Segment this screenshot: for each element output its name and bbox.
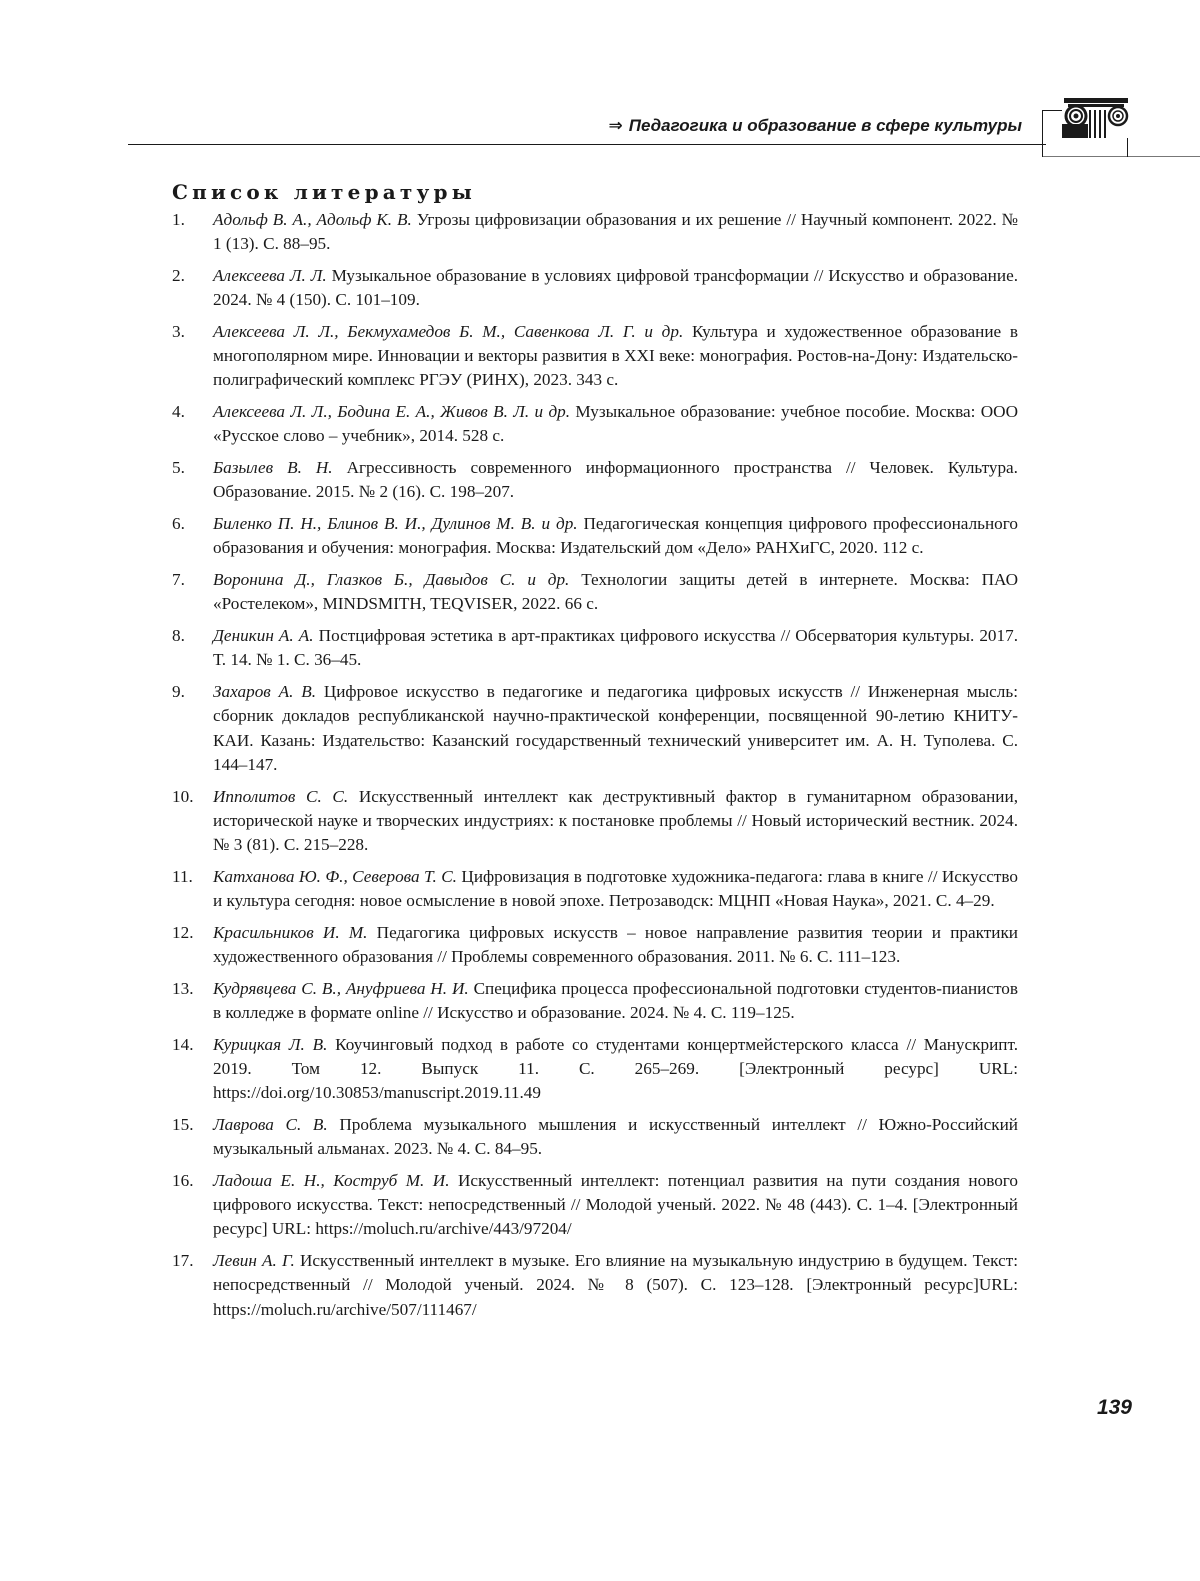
- reference-authors: Ладоша Е. Н., Коструб М. И.: [213, 1171, 450, 1191]
- reference-text: Специфика процесса профессиональной подготовки студентов-пианистов в колледже в формате online // Искусство и образование. 2024. № 4. С. 119–125.: [213, 978, 1018, 1023]
- reference-number: 13.: [172, 978, 194, 998]
- reference-item: [172, 320, 1018, 393]
- running-header: [609, 116, 1022, 136]
- reference-number: 2.: [172, 266, 185, 285]
- ionic-capital-icon: [1062, 94, 1132, 138]
- reference-text: Цифровое искусство в педагогике и педагогика цифровых искусств // Инженерная мысль: сборник докладов республиканской научно-практической конференции, посвященной 90-летию КНИТУ-КАИ. Казань: Издательство: Казанский государственный технический университет им. А. Н. Туполева. С. 144–147.: [213, 682, 1018, 774]
- reference-authors: Алексеева Л. Л., Бодина Е. А., Живов В. Л. и др.: [213, 402, 571, 422]
- reference-number: 17.: [172, 1251, 194, 1271]
- reference-authors: Алексеева Л. Л.: [213, 266, 327, 285]
- reference-authors: Алексеева Л. Л., Бекмухамедов Б. М., Савенкова Л. Г. и др.: [213, 322, 684, 341]
- reference-number: 6.: [172, 514, 185, 534]
- reference-text: Музыкальное образование: учебное пособие. Москва: ООО «Русское слово – учебник», 2014. 528 с.: [213, 402, 1018, 446]
- reference-number: 7.: [172, 570, 185, 590]
- reference-number: 10.: [172, 786, 194, 806]
- reference-text: Постцифровая эстетика в арт-практиках цифрового искусства // Обсерватория культуры. 2017. Т. 14. № 1. С. 36–45.: [213, 626, 1018, 670]
- reference-number: 1.: [172, 210, 185, 229]
- reference-item: [172, 568, 1018, 616]
- reference-number: 4.: [172, 402, 185, 422]
- reference-authors: Левин А. Г.: [213, 1251, 295, 1271]
- reference-text: Цифровизация в подготовке художника-педагога: глава в книге // Искусство и культура сегодня: новое осмысление в новой эпохе. Петрозаводск: МЦНП «Новая Наука», 2021. С. 4–29.: [213, 866, 1018, 911]
- reference-item: [172, 624, 1018, 672]
- reference-item: [172, 921, 1018, 969]
- reference-authors: Деникин А. А.: [213, 626, 314, 646]
- reference-item: [172, 680, 1018, 777]
- arrow-right-icon: ⇒: [608, 116, 623, 135]
- reference-authors: Красильников И. М.: [213, 922, 368, 942]
- reference-text: Искусственный интеллект как деструктивный фактор в гуманитарном образовании, исторической науке и творческих индустриях: к постановке проблемы // Новый исторический вестник. 2024. № 3 (81). С. 215–228.: [213, 786, 1018, 855]
- page-number: 139: [1096, 1396, 1132, 1419]
- reference-authors: Базылев В. Н.: [213, 458, 333, 478]
- reference-text: Музыкальное образование в условиях цифровой трансформации // Искусство и образование. 2024. № 4 (150). С. 101–109.: [213, 266, 1019, 310]
- reference-number: 9.: [172, 682, 185, 702]
- reference-text: Агрессивность современного информационного пространства // Человек. Культура. Образование. 2015. № 2 (16). С. 198–207.: [213, 458, 1018, 502]
- reference-item: [172, 1169, 1018, 1242]
- reference-item: [172, 1249, 1018, 1322]
- reference-text: Коучинговый подход в работе со студентами концертмейстерского класса // Манускрипт. 2019. Том 12. Выпуск 11. С. 265–269. [Электронный ресурс] URL: https://doi.org/10.30853/manuscript.2019.11.49: [213, 1034, 1018, 1103]
- reference-text: Культура и художественное образование в многополярном мире. Инновации и векторы развития в XXI веке: монография. Ростов-на-Дону: Издательско-полиграфический комплекс РГЭУ (РИНХ), 2023. 343 с.: [213, 322, 1018, 390]
- reference-text: Искусственный интеллект в музыке. Его влияние на музыкальную индустрию в будущем. Текст: непосредственный // Молодой ученый. 2024. № 8 (507). С. 123–128. [Электронный ресурс]URL: https://moluch.ru/archive/507/111467/: [213, 1251, 1018, 1319]
- reference-item: [172, 208, 1018, 256]
- reference-item: [172, 865, 1018, 913]
- reference-item: [172, 400, 1018, 448]
- section-name: Педагогика и образование в сфере культуры: [628, 116, 1022, 135]
- reference-number: 3.: [172, 322, 185, 341]
- reference-authors: Воронина Д., Глазков Б., Давыдов С. и др.: [213, 570, 570, 590]
- reference-number: 14.: [172, 1034, 194, 1054]
- reference-item: [172, 264, 1018, 312]
- reference-number: 15.: [172, 1115, 194, 1135]
- reference-authors: Курицкая Л. В.: [213, 1034, 328, 1054]
- reference-text: Угрозы цифровизации образования и их решение // Научный компонент. 2022. № 1 (13). С. 88–95.: [213, 210, 1018, 254]
- reference-text: Педагогическая концепция цифрового профессионального образования и обучения: монография. Москва: Издательский дом «Дело» РАНХиГС, 2020. 112 с.: [213, 514, 1018, 558]
- reference-number: 5.: [172, 458, 185, 478]
- reference-number: 11.: [172, 866, 193, 886]
- reference-item: [172, 1113, 1018, 1161]
- reference-text: Педагогика цифровых искусств – новое направление развития теории и практики художественного образования // Проблемы современного образования. 2011. № 6. С. 111–123.: [213, 922, 1019, 967]
- reference-item: [172, 456, 1018, 504]
- references-heading: Список литературы: [172, 180, 476, 204]
- reference-number: 8.: [172, 626, 185, 646]
- reference-text: Проблема музыкального мышления и искусственный интеллект // Южно-Российский музыкальный альманах. 2023. № 4. С. 84–95.: [213, 1115, 1018, 1159]
- reference-item: [172, 785, 1018, 858]
- reference-authors: Биленко П. Н., Блинов В. И., Дулинов М. В. и др.: [213, 514, 578, 534]
- reference-text: Технологии защиты детей в интернете. Москва: ПАО «Ростелеком», MINDSMITH, TEQVISER, 2022. 66 с.: [213, 570, 1018, 614]
- reference-text: Искусственный интеллект: потенциал развития на пути создания нового цифрового искусства. Текст: непосредственный // Молодой ученый. 2022. № 48 (443). С. 1–4. [Электронный ресурс] URL: https://moluch.ru/archive/443/97204/: [213, 1171, 1019, 1239]
- reference-authors: Захаров А. В.: [213, 682, 316, 702]
- reference-authors: Катханова Ю. Ф., Северова Т. С.: [213, 866, 457, 886]
- reference-item: [172, 977, 1018, 1025]
- reference-number: 16.: [172, 1171, 194, 1191]
- reference-number: 12.: [172, 922, 194, 942]
- reference-item: [172, 1033, 1018, 1106]
- reference-authors: Лаврова С. В.: [213, 1115, 328, 1135]
- reference-item: [172, 512, 1018, 560]
- reference-authors: Адольф В. А., Адольф К. В.: [213, 210, 412, 229]
- references-list: [172, 208, 1018, 1329]
- reference-authors: Кудрявцева С. В., Ануфриева Н. И.: [213, 978, 469, 998]
- reference-authors: Ипполитов С. С.: [213, 786, 349, 806]
- header-rule: [128, 144, 1046, 145]
